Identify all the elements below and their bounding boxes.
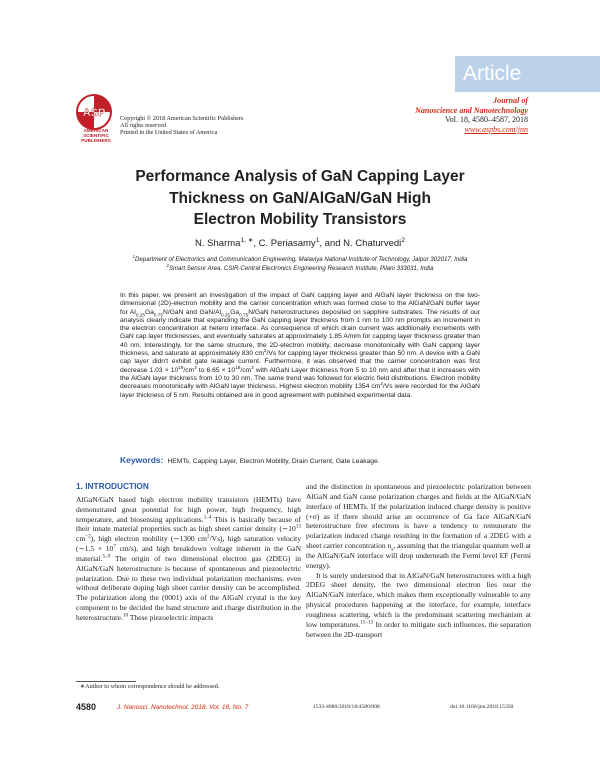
affiliations: $^1$Department of Electronics and Communication Engineering, Malaviya National Institute of Technology, Jaipur 302017, India $^2$Smart Sensor Area, CSIR-Central Electronics Engineering Research Institute, Pilani 333031, India — [132, 253, 468, 272]
body-column-left — [76, 482, 301, 623]
page-number: 4580 — [76, 702, 97, 712]
journal-volume: Vol. 18, 4580–4587, 2018 — [445, 115, 528, 125]
section-heading: 1. INTRODUCTION — [76, 481, 149, 491]
footer-issn: 1533-4880/2018/18/4580/008 — [313, 704, 380, 710]
intro-paragraph-1-cont: and the distinction in spontaneous and piezoelectric polarization between AlGaN and GaN cause polarization charges and fields at the AlGaN/GaN interface of HEMTs. If the polarization induced charge density is positive (+σ) as if there should arise an occurrence of Ga face AlGaN/GaN heterostructure free electrons is have a tendency to remunerate the polarization induced charge resulting in the formation of a 2DEG with a sheet carrier concentration $n_s$, assuming that the triangular quantum well at the AlGaN/GaN interface will drop underneath the Fermi level EF (Fermi energy). — [306, 482, 531, 570]
footer-doi[interactable]: doi:10.1166/jnn.2018.15350 — [450, 704, 514, 710]
paper-title: Performance Analysis of GaN Capping Layer Thickness on GaN/AlGaN/GaN High Electron Mobility Transistors — [135, 168, 465, 228]
body-column-right — [306, 482, 531, 640]
intro-paragraph-2: It is surely understood that in AlGaN/GaN heterostructures with a high 2DEG sheet density, the two dimensional electron lies near the AlGaN/GaN interface, which makes them exceptionally vulnerable to any physical procedures happening at the interface, for example, interface roughness scattering, which is the predominant scattering mechanism at low temperatures.$^{11-13}$ In order to mitigate such influences, the separation between the 2D-transport — [306, 570, 531, 639]
footnote-divider — [76, 681, 136, 682]
logo-text: ASP — [82, 107, 106, 119]
publisher-name: AMERICAN SCIENTIFIC PUBLISHERS — [81, 128, 111, 144]
copyright-block: Copyright © 2018 American Scientific Publishers All rights reserved Printed in the United States of America — [120, 115, 244, 137]
author-list: N. Sharma$^{1, ∗}$, C. Periasamy$^1$, and N. Chaturvedi$^2$ — [195, 236, 405, 249]
keywords-list: HEMTs, Capping Layer, Electron Mobility, Drain Current, Gate Leakage. — [167, 458, 380, 465]
article-type-tab — [455, 56, 600, 92]
keywords — [120, 455, 500, 465]
footer-citation: J. Nanosci. Nanotechnol. 2018, Vol. 18, No. 7 — [117, 704, 249, 711]
intro-paragraph-1: AlGaN/GaN based high electron mobility transistors (HEMTs) have demonstrated great potential for high power, high frequency, high temperature, and biosensing applications.$^{1-4}$ This is basically because of their innate material properties such as high sheet carrier density ($\sim 10^{13}$ $cm^{-2}$), high electron mobility (∼1300 $cm^2/Vs$), high saturation velocity (∼1.5 × $10^7$ cm/s), and high breakdown voltage inherent in the GaN material.$^{5-9}$ The origin of two dimensional electron gas (2DEG) in AlGaN/GaN heterostructure is because of spontaneous and piezoelectric polarization. Due to these two individual polarization mechanisms, even without deliberate doping high sheet carrier density can be accomplished. The polarization along the (0001) axis of the AlGaN crystal is the key component to be decided the band structure and charge distribution in the heterostructure.$^{10}$ These piezoelectric impacts — [76, 494, 302, 622]
journal-name-line2: Nanoscience and Nanotechnology — [415, 105, 528, 115]
journal-name-line1: Journal of — [493, 96, 528, 105]
keywords-label: Keywords: — [120, 455, 164, 465]
journal-url[interactable]: www.aspbs.com/jnn — [464, 124, 528, 134]
footnote: ∗Author to whom correspondence should be addressed. — [80, 683, 220, 690]
journal-info — [415, 96, 528, 134]
article-label: Article — [463, 62, 522, 85]
abstract: In this paper, we present an investigation of the impact of GaN capping layer and AlGaN layer thickness on the two-dimensional (2D)-electron mobility and the carrier concentration which was formed close to the AlGaN/GaN buffer layer for $Al_{0.25}Ga_{0.75}N$/GaN and GaN/$Al_{0.25}Ga_{0.75}N$/GaN heterostructures deposited on sapphire substrates. The results of our analysis clearly indicate that expanding the GaN capping layer thickness from 1 nm to 100 nm prompts an increment in the electron concentration at hetero interface. As consequence of which drain current was additionally increments with GaN cap layer thicknesses, and eventually saturates at approximately 1.85 A/mm for capping layer thickness greater than 40 nm. Interestingly, for the same structure, the 2D-electron mobility, decrease monotonically with GaN capping layer thickness, and saturate at approximately 830 $cm^2/Vs$ for capping layer thickness greater than 50 nm. A device with a GaN cap layer didn't exhibit gate leakage current. Furthermore, it was observed that the carrier concentration was first decrease $1.03 \times 10^{19}/cm^3$ to $6.65 \times 10^{18}/cm^3$ with AlGaN Layer thickness from 5 to 10 nm and after that it increases with the AlGaN layer thickness from 10 to 30 nm. The same trend was followed for electric field distributions. Electron mobility decreases monotonically with AlGaN layer thickness. Highest electron mobility 1354 $cm^2/Vs$ were recorded for the AlGaN layer thickness of 5 nm. Results obtained are in good agreement with published experimental data. — [120, 292, 481, 399]
